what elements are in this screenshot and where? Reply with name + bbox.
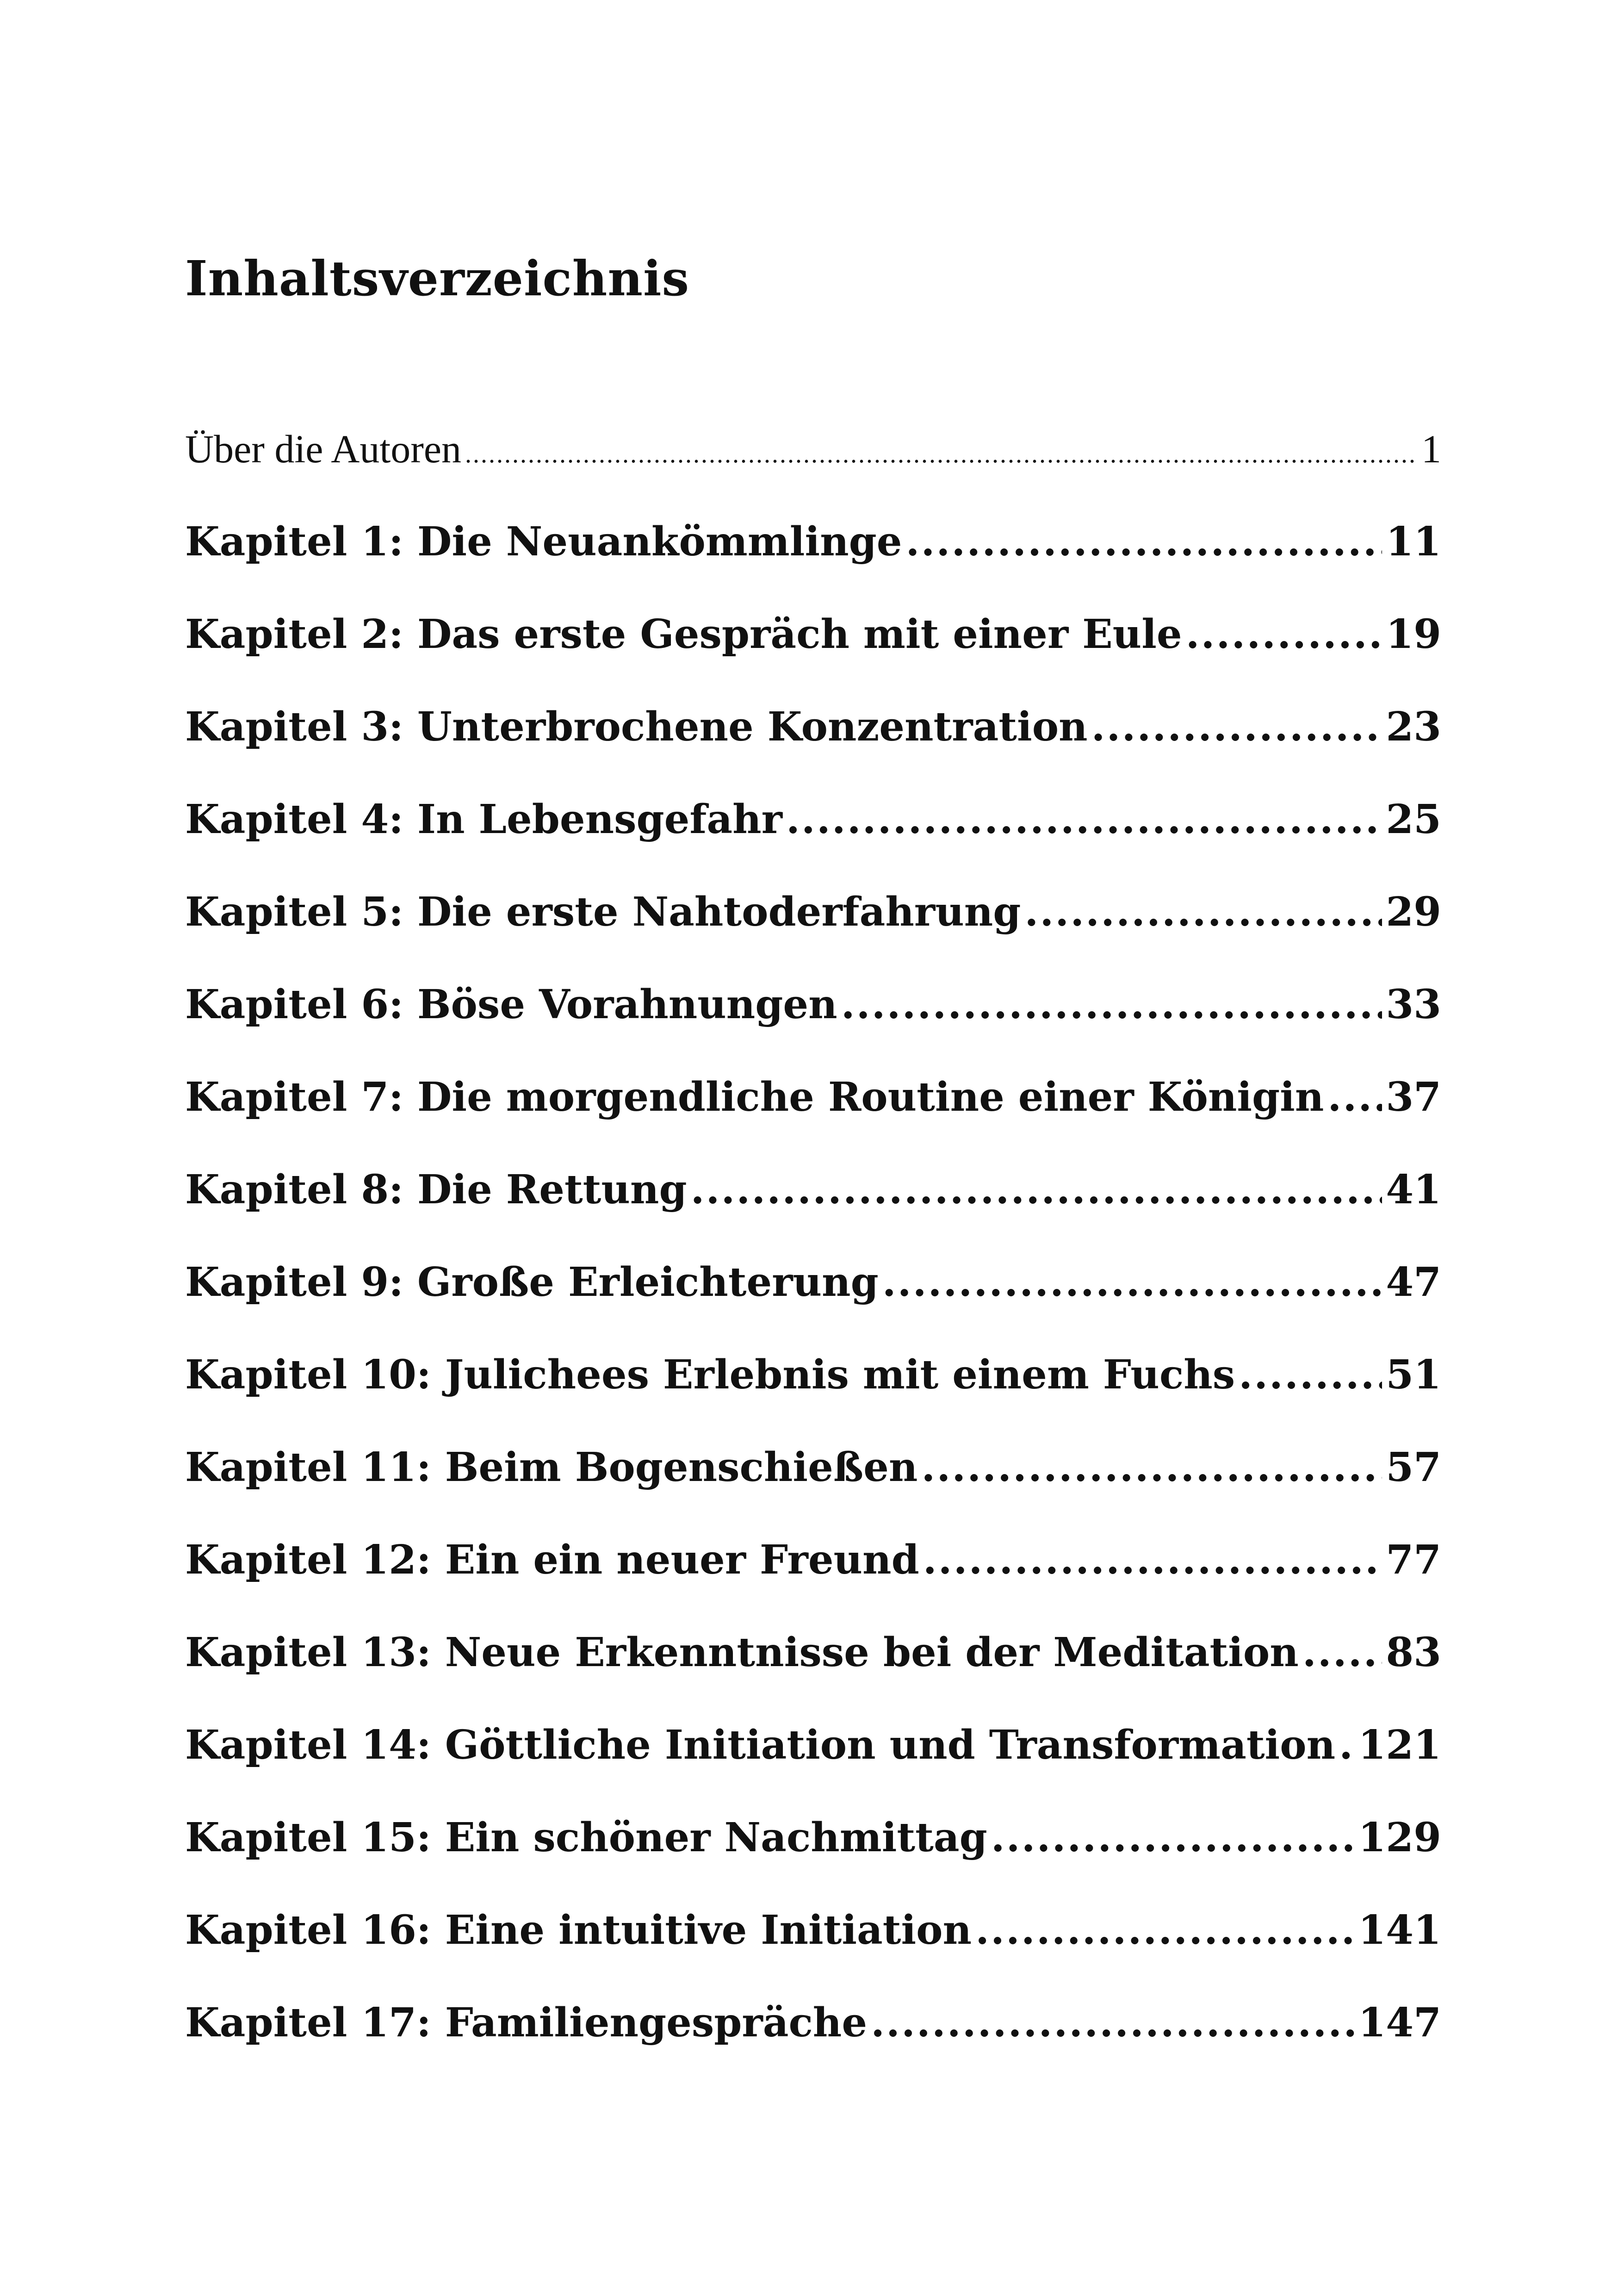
toc-dot-leader <box>465 439 1418 469</box>
toc-entry-label: Kapitel 10: Julichees Erlebnis mit einem Fuchs <box>185 1351 1235 1398</box>
toc-entry-page: 33 <box>1386 981 1441 1028</box>
toc-entry-page: 141 <box>1358 1907 1441 1954</box>
toc-entry-page: 121 <box>1358 1722 1441 1768</box>
toc-title: Inhaltsverzeichnis <box>185 250 690 307</box>
toc-entry-page: 37 <box>1386 1074 1441 1120</box>
toc-dot-leader <box>882 1259 1382 1306</box>
toc-entry-page: 19 <box>1386 611 1441 658</box>
toc-entry-page: 83 <box>1386 1629 1441 1676</box>
toc-entry <box>185 1814 1441 1907</box>
toc-entry <box>185 611 1441 703</box>
toc-entry-label: Kapitel 1: Die Neuankömmlinge <box>185 518 902 565</box>
toc-entry-label: Kapitel 14: Göttliche Initiation und Transformation <box>185 1722 1336 1768</box>
toc-entry-page: 47 <box>1386 1259 1441 1306</box>
toc-entry-label: Über die Autoren <box>185 427 462 471</box>
toc-dot-leader <box>1091 703 1382 750</box>
toc-entry-page: 129 <box>1358 1814 1441 1861</box>
toc-entry <box>185 703 1441 796</box>
toc-entry <box>185 1629 1441 1722</box>
toc-entry-label: Kapitel 2: Das erste Gespräch mit einer Eule <box>185 611 1182 658</box>
toc-entry-label: Kapitel 9: Große Erleichterung <box>185 1259 879 1306</box>
toc-entry <box>185 796 1441 889</box>
toc-entry <box>185 889 1441 981</box>
toc-dot-leader <box>923 1537 1382 1583</box>
toc-entry-label: Kapitel 7: Die morgendliche Routine einer Königin <box>185 1074 1324 1120</box>
toc-entry-page: 11 <box>1386 518 1441 565</box>
toc-entry <box>185 1999 1441 2092</box>
toc-dot-leader <box>1327 1074 1382 1120</box>
toc-entry-page: 29 <box>1386 889 1441 935</box>
toc-entry <box>185 1444 1441 1537</box>
toc-dot-leader <box>1302 1629 1382 1676</box>
toc-entry-label: Kapitel 8: Die Rettung <box>185 1166 687 1213</box>
toc-dot-leader <box>1186 611 1382 658</box>
toc-entry-label: Kapitel 11: Beim Bogenschießen <box>185 1444 918 1491</box>
toc-dot-leader <box>871 1999 1354 2046</box>
toc-entry <box>185 1259 1441 1351</box>
toc-entry-label: Kapitel 4: In Lebensgefahr <box>185 796 782 843</box>
toc-entry <box>185 1074 1441 1166</box>
toc-entry-page: 25 <box>1386 796 1441 843</box>
toc-entry <box>185 1537 1441 1629</box>
toc-entry-page: 147 <box>1358 1999 1441 2046</box>
toc-entry-page: 23 <box>1386 703 1441 750</box>
toc-entry-label: Kapitel 15: Ein schöner Nachmittag <box>185 1814 987 1861</box>
toc-entry <box>185 426 1441 518</box>
toc-dot-leader <box>841 981 1382 1028</box>
toc-entry-label: Kapitel 12: Ein ein neuer Freund <box>185 1537 919 1583</box>
toc-entry <box>185 1907 1441 1999</box>
toc-entry-page: 57 <box>1386 1444 1441 1491</box>
toc-dot-leader <box>921 1444 1382 1491</box>
toc-entry-label: Kapitel 13: Neue Erkenntnisse bei der Meditation <box>185 1629 1299 1676</box>
toc-dot-leader <box>906 518 1382 565</box>
toc-entry-label: Kapitel 3: Unterbrochene Konzentration <box>185 703 1088 750</box>
toc-dot-leader <box>1339 1722 1354 1768</box>
toc-entry-label: Kapitel 6: Böse Vorahnungen <box>185 981 837 1028</box>
toc-entry-page: 1 <box>1421 427 1441 471</box>
toc-entry <box>185 518 1441 611</box>
toc-entry-label: Kapitel 17: Familiengespräche <box>185 1999 868 2046</box>
toc-entry <box>185 1351 1441 1444</box>
toc-list <box>185 426 1441 2092</box>
toc-dot-leader <box>691 1166 1382 1213</box>
toc-dot-leader <box>786 796 1382 843</box>
toc-dot-leader <box>1239 1351 1382 1398</box>
toc-entry-page: 51 <box>1386 1351 1441 1398</box>
toc-entry-page: 41 <box>1386 1166 1441 1213</box>
toc-entry-label: Kapitel 16: Eine intuitive Initiation <box>185 1907 972 1954</box>
toc-dot-leader <box>991 1814 1355 1861</box>
toc-entry-label: Kapitel 5: Die erste Nahtoderfahrung <box>185 889 1021 935</box>
toc-entry <box>185 1166 1441 1259</box>
toc-dot-leader <box>975 1907 1354 1954</box>
toc-entry-page: 77 <box>1386 1537 1441 1583</box>
toc-dot-leader <box>1024 889 1382 935</box>
toc-entry <box>185 1722 1441 1814</box>
toc-entry <box>185 981 1441 1074</box>
